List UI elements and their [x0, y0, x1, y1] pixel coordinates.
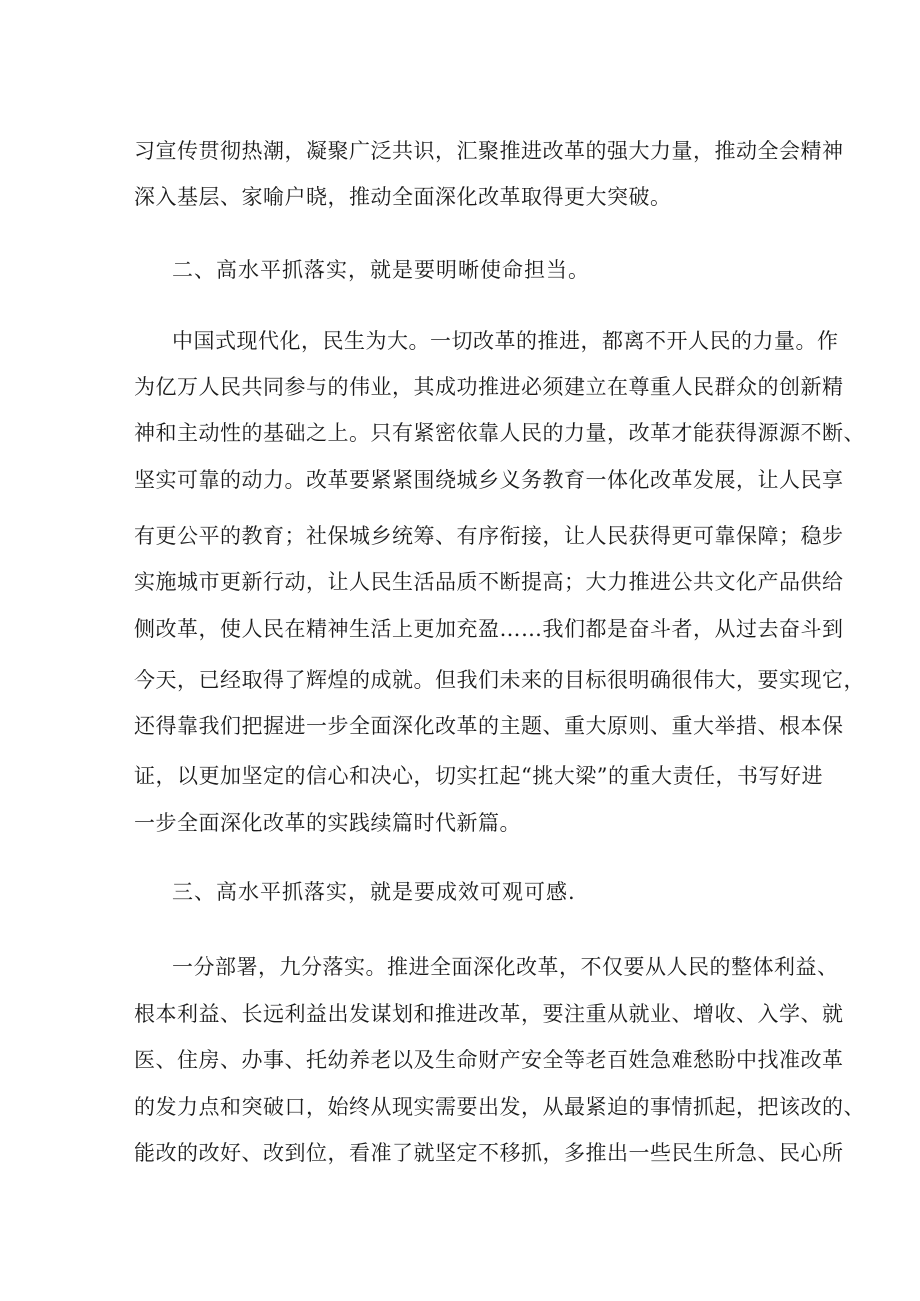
paragraph-line: 为亿万人民共同参与的伟业，其成功推进必须建立在尊重人民群众的创新精: [134, 375, 844, 399]
paragraph-line: 实施城市更新行动，让人民生活品质不断提高；大力推进公共文化产品供给: [134, 570, 844, 594]
paragraph-line: 还得靠我们把握进一步全面深化改革的主题、重大原则、重大举措、根本保: [134, 714, 844, 738]
paragraph-line: 神和主动性的基础之上。只有紧密依靠人民的力量，改革才能获得源源不断、: [134, 421, 865, 445]
paragraph-line: 坚实可靠的动力。改革要紧紧围绕城乡义务教育一体化改革发展，让人民享: [134, 468, 844, 492]
paragraph-line: 一分部署，九分落实。推进全面深化改革，不仅要从人民的整体利益、: [172, 955, 839, 979]
paragraph-line: 深入基层、家喻户晓，推动全面深化改革取得更大突破。: [134, 185, 672, 209]
paragraph-line: 一步全面深化改革的实践续篇时代新篇。: [134, 811, 521, 835]
paragraph-line: 中国式现代化，民生为大。一切改革的推进，都离不开人民的力量。作: [172, 329, 839, 353]
paragraph-line: 今天，已经取得了辉煌的成就。但我们未来的目标很明确很伟大，要实现它，: [134, 668, 865, 692]
paragraph-line: 医、住房、办事、托幼养老以及生命财产安全等老百姓急难愁盼中找准改革: [134, 1048, 844, 1072]
paragraph-line: 能改的改好、改到位，看准了就坚定不移抓，多推出一些民生所急、民心所: [134, 1141, 844, 1165]
paragraph-line: 习宣传贯彻热潮，凝聚广泛共识，汇聚推进改革的强大力量，推动全会精神: [134, 139, 844, 163]
paragraph-line: 证，以更加坚定的信心和决心，切实扛起“挑大梁”的重大责任，书写好进: [134, 764, 823, 788]
paragraph-line: 侧改革，使人民在精神生活上更加充盈……我们都是奋斗者，从过去奋斗到: [134, 617, 844, 641]
paragraph-line: 的发力点和突破口，始终从现实需要出发，从最紧迫的事情抓起，把该改的、: [134, 1095, 865, 1119]
section-heading-3: 三、高水平抓落实，就是要成效可观可感.: [172, 880, 576, 904]
section-heading-2: 二、高水平抓落实，就是要明晰使命担当。: [172, 258, 590, 282]
paragraph-line: 根本利益、长远利益出发谋划和推进改革，要注重从就业、增收、入学、就: [134, 1002, 844, 1026]
paragraph-line: 有更公平的教育；社保城乡统筹、有序衔接，让人民获得更可靠保障；稳步: [134, 524, 844, 548]
